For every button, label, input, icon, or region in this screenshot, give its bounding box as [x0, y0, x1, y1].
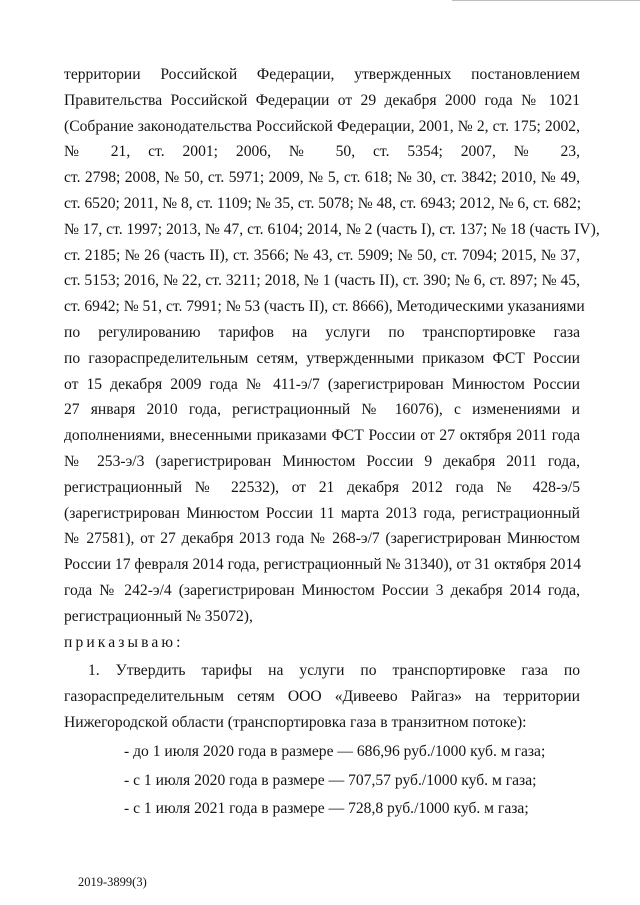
paragraph-line: № 27581), от 27 декабря 2013 года № 268-э/7 (зарегистрирован Минюстом [64, 530, 580, 548]
paragraph-line: ст. 2185; № 26 (часть II), ст. 3566; № 43, ст. 5909; № 50, ст. 7094; 2015, № 37, [64, 246, 580, 264]
paragraph-line: года № 242-э/4 (зарегистрирован Минюстом России 3 декабря 2014 года, [64, 581, 580, 599]
paragraph-line: № 17, ст. 1997; 2013, № 47, ст. 6104; 2014, № 2 (часть I), ст. 137; № 18 (часть IV), [64, 220, 600, 238]
paragraph-line: № 21, ст. 2001; 2006, № 50, ст. 5354; 2007, № 23, [64, 143, 580, 161]
paragraph-line: ст. 5153; 2016, № 22, ст. 3211; 2018, № 1 (часть II), ст. 390; № 6, ст. 897; № 45, [64, 272, 580, 290]
paragraph-line: 27 января 2010 года, регистрационный № 16076), с изменениями и [64, 401, 580, 419]
paragraph-line: Правительства Российской Федерации от 29 декабря 2000 года № 1021 [64, 91, 580, 109]
paragraph-line: от 15 декабря 2009 года № 411-э/7 (зарегистрирован Минюстом России [64, 375, 580, 393]
paragraph-line: (зарегистрирован Минюстом России 11 марта 2013 года, регистрационный [64, 504, 580, 522]
paragraph-line: территории Российской Федерации, утвержденных постановлением [64, 66, 580, 83]
paragraph-line: ст. 6942; № 51, ст. 7991; № 53 (часть II), ст. 8666), Методическими указаниями [64, 298, 585, 316]
legal-basis-paragraph [64, 62, 600, 630]
item-1-line: Нижегородской области (транспортировка газа в транзитном потоке): [64, 713, 527, 731]
tariff-item: - с 1 июля 2021 года в размере — 728,8 руб./1000 куб. м газа; [124, 800, 529, 818]
paragraph-line: № 253-э/3 (зарегистрирован Минюстом России 9 декабря 2011 года, [64, 452, 580, 470]
paragraph-line: регистрационный № 35072), [64, 607, 253, 625]
paragraph-line: (Собрание законодательства Российской Федерации, 2001, № 2, ст. 175; 2002, [64, 117, 580, 135]
item-1-line: газораспределительным сетям ООО «Дивеево Райгаз» на территории [64, 688, 580, 706]
top-edge-rule [452, 0, 640, 1]
tariff-item: - с 1 июля 2020 года в размере — 707,57 руб./1000 куб. м газа; [124, 771, 537, 789]
tariff-item: - до 1 июля 2020 года в размере — 686,96 руб./1000 куб. м газа; [124, 742, 546, 760]
tariff-list [64, 739, 580, 822]
order-word: приказываю: [64, 633, 184, 651]
item-1-line: 1. Утвердить тарифы на услуги по транспортировке газа по [88, 662, 580, 680]
paragraph-line: по регулированию тарифов на услуги по транспортировке газа [64, 323, 580, 341]
paragraph-line: дополнениями, внесенными приказами ФСТ России от 27 октября 2011 года [64, 427, 580, 445]
paragraph-line: ст. 6520; 2011, № 8, ст. 1109; № 35, ст. 5078; № 48, ст. 6943; 2012, № 6, ст. 682; [64, 194, 582, 212]
paragraph-line: России 17 февраля 2014 года, регистрационный № 31340), от 31 октября 2014 [64, 556, 582, 574]
document-page [64, 62, 600, 822]
document-code: 2019-3899(3) [78, 875, 147, 889]
item-1 [64, 658, 580, 735]
paragraph-line: по газораспределительным сетям, утвержденными приказом ФСТ России [64, 349, 580, 367]
paragraph-line: регистрационный № 22532), от 21 декабря 2012 года № 428-э/5 [64, 478, 580, 496]
paragraph-line: ст. 2798; 2008, № 50, ст. 5971; 2009, № 5, ст. 618; № 30, ст. 3842; 2010, № 49, [64, 169, 580, 187]
